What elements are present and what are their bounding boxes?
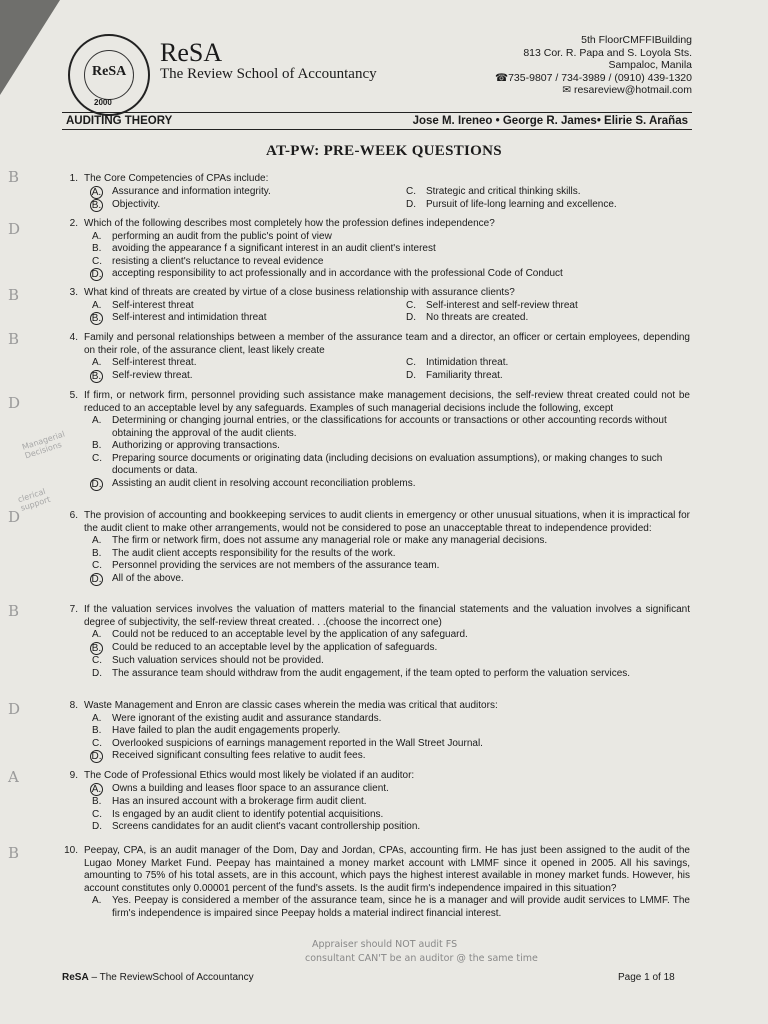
question-7: 7. If the valuation services involves the valuation of matters material to the financial statements and the valuation involves a significant degree of subjectivity, the self-review threat created. . .(choose the incorrect one) A. Could not be reduced to an acceptable level by the application of any safeguard. B. Could be reduced to an acceptable level by the application of safeguards. C. Such valuation services should not be provided. D. The assurance team should withdraw from the audit engagement, if the team opted to perform the valuation services. [69,604,690,679]
header-rule-top [62,112,692,113]
margin-note: Managerial Decisions [20,429,66,461]
answer-mark: D [8,220,21,238]
question-3: 3. What kind of threats are created by virtue of a close business relationship with assurance clients? A. Self-interest threat C. Self-interest and self-review threat B. Self-interest and intimidation threat D. No threats are created. [69,287,578,324]
page-number: Page 1 of 18 [618,972,675,983]
footer-school: ReSA – The ReviewSchool of Accountancy [62,972,254,983]
answer-mark: B [8,844,20,862]
answer-mark: D [8,394,21,412]
answer-mark: B [8,330,20,348]
question-6: 6. The provision of accounting and bookkeeping services to audit clients in emergency or other unusual situations, when it is impractical for the audit client to make other arrangements, would not be considered to pose an unacceptable threat to independence provided: A. The firm or network firm, does not assume any managerial role or make any managerial decisions. B. The audit client accepts responsibility for the results of the work. C. Personnel providing the services are not members of the assurance team. D. All of the above. [69,510,690,585]
answer-mark: D [8,508,21,526]
address-line: 813 Cor. R. Papa and S. Loyola Sts. [523,46,692,59]
brand-tagline: The Review School of Accountancy [160,66,377,82]
handwritten-note: Appraiser should NOT audit FS [312,939,458,950]
question-4: 4. Family and personal relationships between a member of the assurance team and a director, an officer or certain employees, depending on their role, of the assurance client, least likely create A. Self-interest threat. C. Intimidation threat. B. Self-review threat. D. Familiarity threat. [69,332,690,382]
answer-mark: B [8,602,20,620]
subject-title: AUDITING THEORY [66,115,173,127]
question-9: 9. The Code of Professional Ethics would most likely be violated if an auditor: A. Owns a building and leases floor space to an assurance client. B. Has an insured account with a brokerage firm audit client. C. Is engaged by an audit client to identify potential acquisitions. D. Screens candidates for an audit client's vacant controllership position. [69,770,421,832]
answer-mark: B [8,286,20,304]
answer-mark: A [8,768,19,786]
question-10: 10. Peepay, CPA, is an audit manager of the Dom, Day and Jordan, CPAs, accounting firm. He has just been assigned to the audit of the Lugao Money Market Fund. Peepay has maintained a money market account with LMMF since it opened in 2005. All his savings, amounting to 75% of his total assets, are in this account, which pays the highest interest available in money market funds. However, his account constitutes only 0.00001 percent of the fund's assets. Is the audit firm's independence impaired in this situation? A. Yes. Peepay is considered a member of the assurance team, since he is a manager and will provide audit services to LMMF. The firm's independence is impaired since Peepay holds a material indirect financial interest. [64,845,690,919]
email-line: ✉ resareview@hotmail.com [562,84,692,96]
handwritten-note: consultant CAN'T be an auditor @ the same time [305,953,538,964]
authors: Jose M. Ireneo • George R. James• Elirie S. Arañas [412,115,688,127]
phone-line: ☎735-9807 / 734-3989 / (0910) 439-1320 [495,71,692,84]
phone-icon: ☎ [495,71,509,84]
margin-note: clerical support [16,486,52,513]
question-5: 5. If firm, or network firm, personnel providing such assistance make management decisions, the self-review threat created could not be reduced to an acceptable level by any safeguards. Examples of such managerial decisions include the following, except A. Determining or changing journal entries, or the classifications for accounts or transactions or other accounting records without obtaining the approval of the audit clients. B. Authorizing or approving transactions. C. Preparing source documents or originating data (including decisions on evaluation assumptions), or making changes to such documents or data. D. Assisting an audit client in resolving account reconciliation problems. [69,390,690,490]
header-rule-bottom [62,129,692,130]
answer-mark: B [8,168,20,186]
address-line: Sampaloc, Manila [608,59,692,71]
logo-text: ReSA [92,64,127,79]
mail-icon: ✉ [562,84,574,96]
question-8: 8. Waste Management and Enron are classic cases wherein the media was critical that auditors: A. Were ignorant of the existing audit and assurance standards. B. Have failed to plan the audit engagements properly. C. Overlooked suspicions of earnings management reported in the Wall Street Journal. D. Received significant consulting fees relative to audit fees. [69,700,498,762]
question-1: 1. The Core Competencies of CPAs include: A. Assurance and information integrity. C. Strategic and critical thinking skills. B. Objectivity. D. Pursuit of life-long learning and excellence. [69,173,617,211]
school-address [495,34,692,97]
brand-name: ReSA [160,38,223,67]
folded-corner [0,0,60,95]
page-title: AT-PW: PRE-WEEK QUESTIONS [266,143,502,159]
answer-mark: D [8,700,21,718]
logo-year: 2000 [94,98,112,107]
question-2: 2. Which of the following describes most completely how the profession defines independence? A. performing an audit from the public's point of view B. avoiding the appearance f a significant interest in an audit client's interest C. resisting a client's reluctance to reveal evidence D. accepting responsibility to act professionally and in accordance with the professional Code of Conduct [69,218,563,280]
address-line: 5th FloorCMFFIBuilding [581,34,692,46]
resa-logo [68,34,150,116]
